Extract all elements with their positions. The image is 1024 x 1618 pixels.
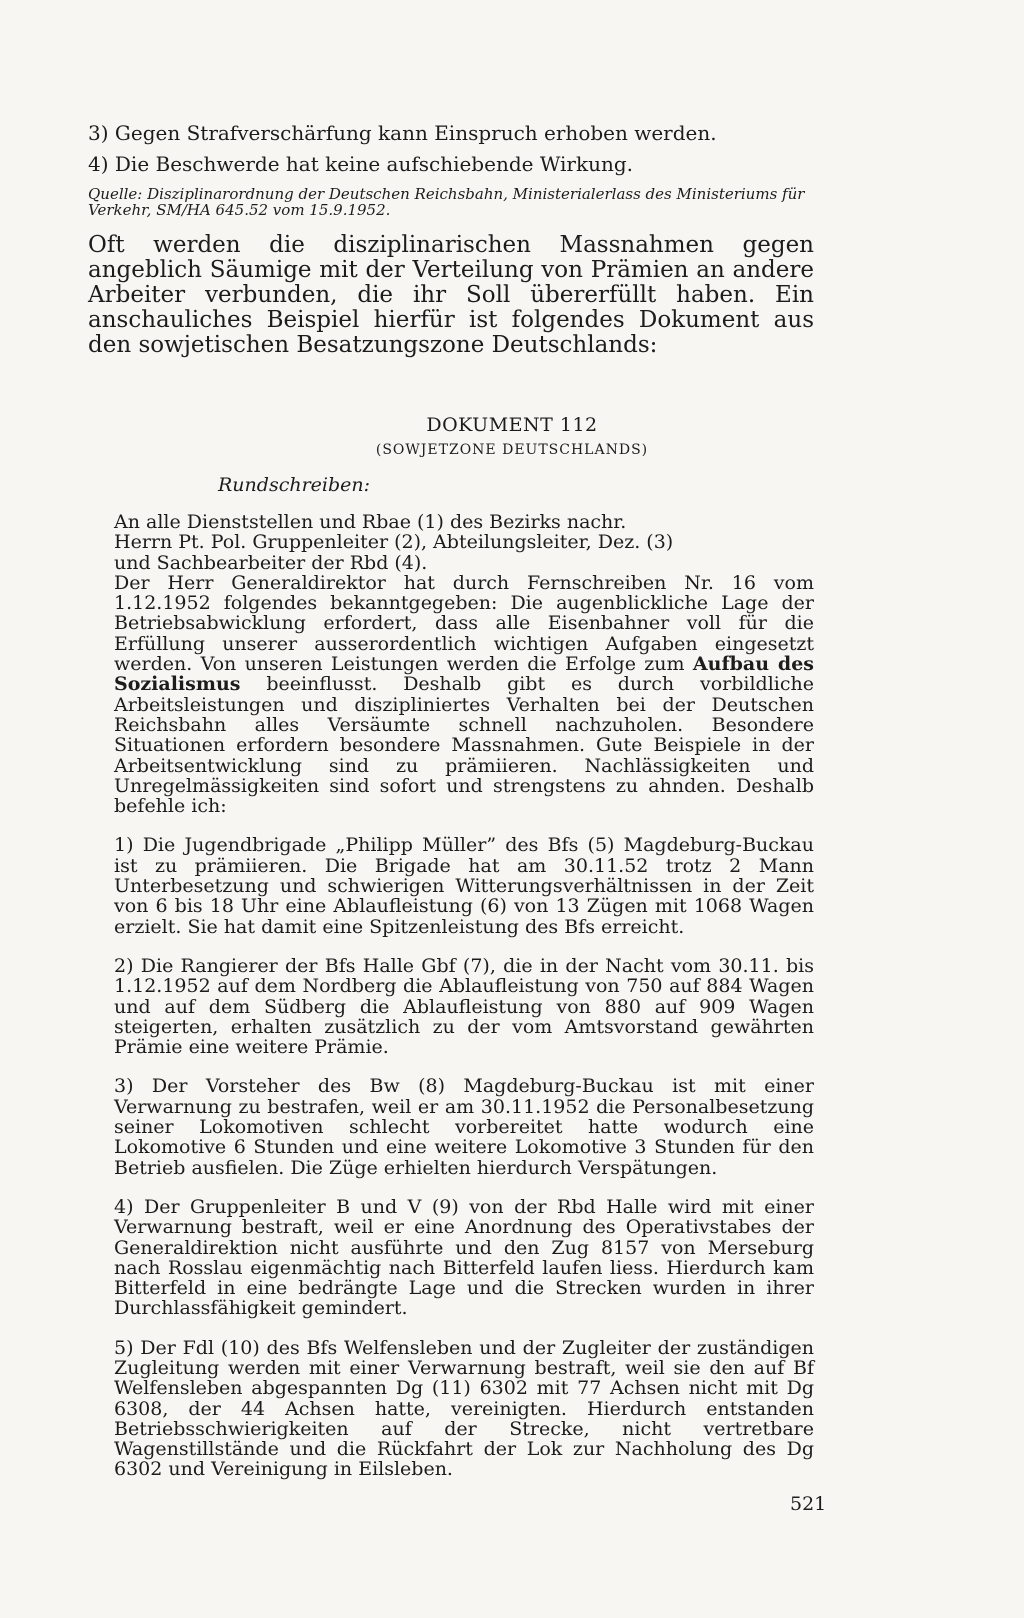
body-text: Der Herr Generaldirektor hat durch Fernschreiben Nr. 16 vom 1.12.1952 folgendes bekanntgegeben: Die augenblickliche Lage der Betriebsabwicklung erfordert, dass alle Eisenbahner voll für die Erfüllung unserer ausserordentlich wichtigen Aufgaben eingesetzt werden. Von unseren Leistungen werden die Erfolge zum [114,571,814,676]
document-heading: Rundschreiben: [218,474,371,496]
body-bold-text: Aufbau des Sozialismus [114,653,814,696]
legal-item-4: 4) Die Beschwerde hat keine aufschiebende Wirkung. [88,152,634,176]
order-item-5: 5) Der Fdl (10) des Bfs Welfensleben und der Zugleiter der zuständigen Zugleitung werden mit einer Verwarnung bestraft, weil sie den auf Bf Welfensleben abgespannten Dg (11) 6302 mit 77 Achsen nicht mit Dg 6308, der 44 Achsen hatte, vereinigten. Hierdurch entstanden Betriebsschwierigkeiten auf der Strecke, nicht vertretbare Wagenstillstände und die Rückfahrt der Lok zur Nachholung des Dg 6302 und Vereinigung in Eilsleben. [114,1336,814,1481]
legal-excerpt [88,118,814,218]
body-text: beeinflusst. Deshalb gibt es durch vorbildliche Arbeitsleistungen und diszipliniertes Verhalten bei der Deutschen Reichsbahn alles Versäumte schnell nachzuholen. Besondere Situationen erfordern besondere Massnahmen. Gute Beispiele in der Arbeitsentwicklung sind zu prämiieren. Nachlässigkeiten und Unregelmässigkeiten sind sofort und strengstens zu ahnden. Deshalb befehle ich: [114,673,814,818]
circular-letter [114,512,814,1480]
document-subtitle: (SOWJETZONE DEUTSCHLANDS) [375,442,649,458]
intro-paragraph: Oft werden die disziplinarischen Massnahmen gegen angeblich Säumige mit der Verteilung von Prämien an andere Arbeiter verbunden, die ihr Soll übererfüllt haben. Ein anschauliches Beispiel hierfür ist folgendes Dokument aus den sowjetischen Besatzungszone Deutschlands: [88,232,814,358]
order-item-3: 3) Der Vorsteher des Bw (8) Magdeburg-Buckau ist mit einer Verwarnung zu bestrafen, weil er am 30.11.1952 die Personalbesetzung seiner Lokomotiven schlecht vorbereitet hatte wodurch eine Lokomotive 6 Stunden und eine weitere Lokomotive 3 Stunden für den Betrieb ausfielen. Die Züge erhielten hierdurch Verspätungen. [114,1075,814,1179]
source-citation: Quelle: Disziplinarordnung der Deutschen Reichsbahn, Ministerialerlass des Ministeriums für Verkehr, SM/HA 645.52 vom 15.9.1952. [88,185,805,219]
address-line: Herrn Pt. Pol. Gruppenleiter (2), Abteilungsleiter, Dez. (3) [114,531,674,554]
address-line: An alle Dienststellen und Rbae (1) des Bezirks nachr. [114,511,627,533]
order-item-1: 1) Die Jugendbrigade „Philipp Müller” des Bfs (5) Magdeburg-Buckau ist zu prämiieren. Die Brigade hat am 30.11.52 trotz 2 Mann Unterbesetzung und schwierigen Witterungsverhältnissen in der Zeit von 6 bis 18 Uhr eine Ablaufleistung (6) von 13 Zügen mit 1068 Wagen erzielt. Sie hat damit eine Spitzenleistung des Bfs erreicht. [114,834,814,938]
legal-item-3: 3) Gegen Strafverschärfung kann Einspruch erhoben werden. [88,121,717,145]
circular-body [114,573,814,817]
document-title: DOKUMENT 112 [426,414,598,436]
page-number: 521 [790,1493,827,1515]
order-item-4: 4) Der Gruppenleiter B und V (9) von der Rbd Halle wird mit einer Verwarnung bestraft, weil er eine Anordnung des Operativstabes der Generaldirektion nicht ausführte und den Zug 8157 von Merseburg nach Rosslau eigenmächtig nach Bitterfeld laufen liess. Hierdurch kam Bitterfeld in eine bedrängte Lage und die Strecken wurden in ihrer Durchlassfähigkeit gemindert. [114,1195,814,1320]
address-line: und Sachbearbeiter der Rbd (4). [114,551,428,574]
order-item-2: 2) Die Rangierer der Bfs Halle Gbf (7), die in der Nacht vom 30.11. bis 1.12.1952 auf dem Nordberg die Ablaufleistung von 750 auf 884 Wagen und auf dem Südberg die Ablaufleistung von 880 auf 909 Wagen steigerten, erhalten zusätzlich zu der vom Amtsvorstand gewährten Prämie eine weitere Prämie. [114,954,814,1059]
